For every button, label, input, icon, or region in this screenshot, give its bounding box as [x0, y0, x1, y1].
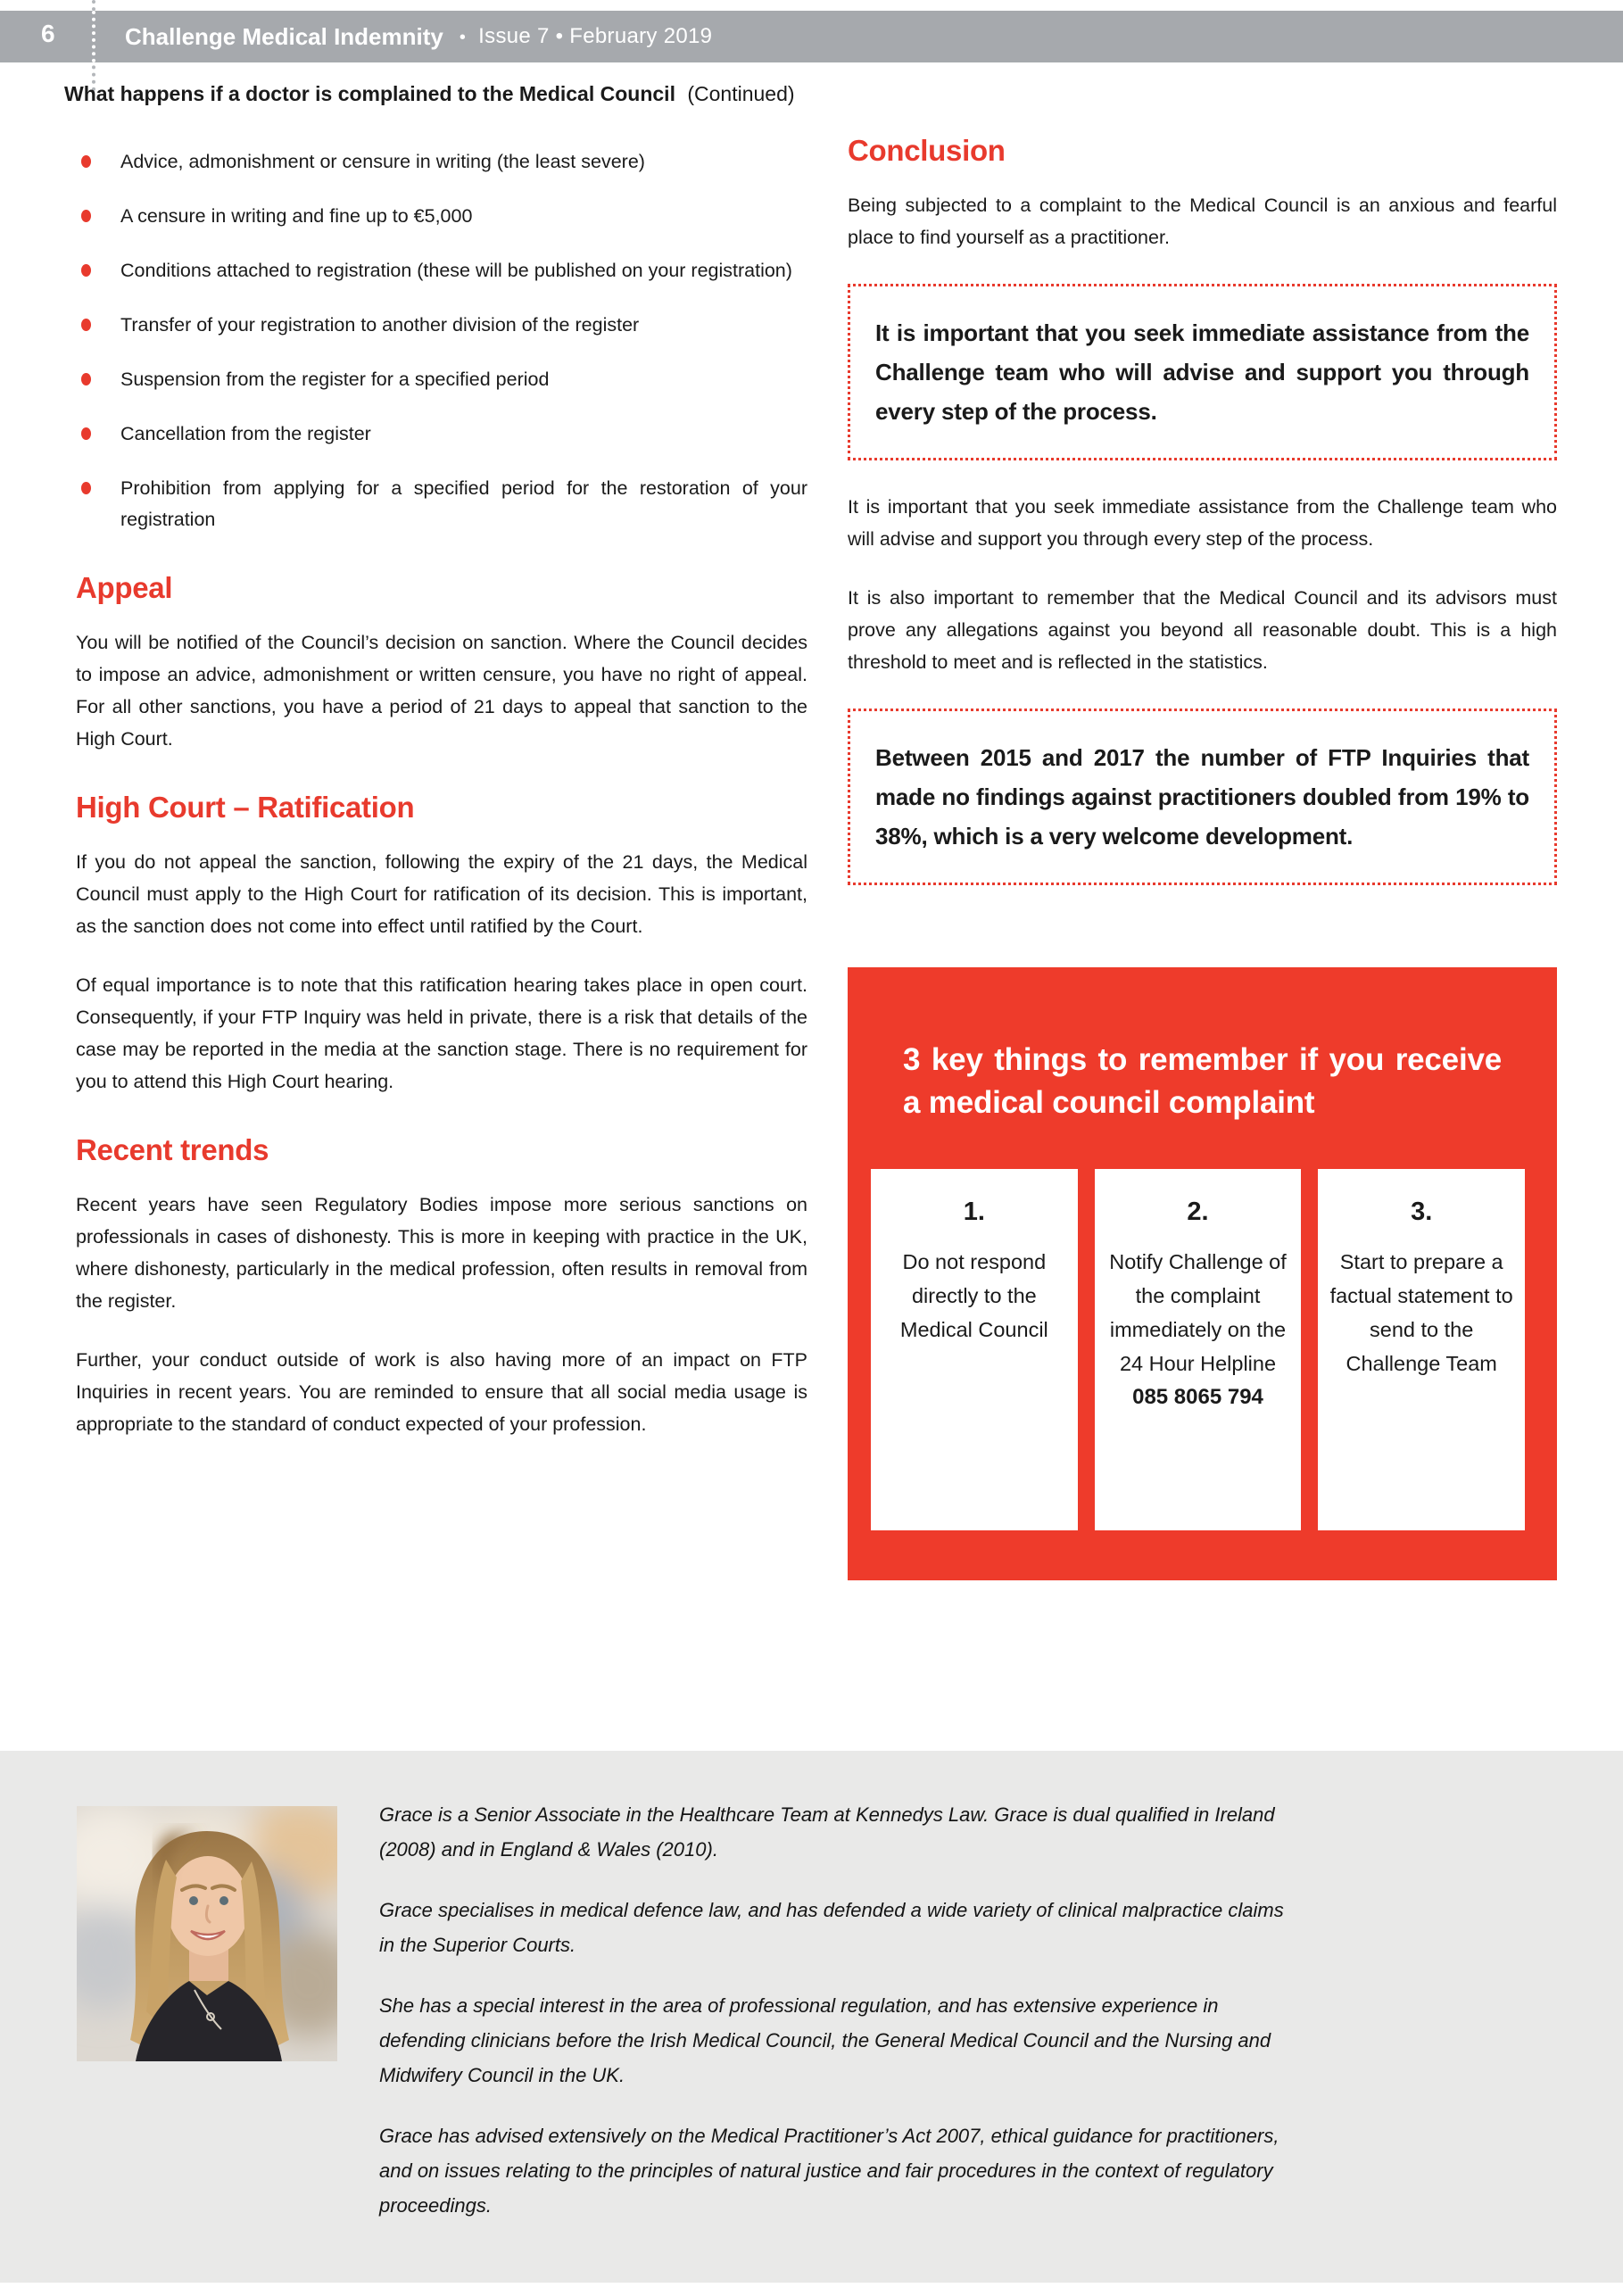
callout-ftp-statistics: Between 2015 and 2017 the number of FTP Inquiries that made no findings against practitioners doubled from 19% to 38%, which is a very welcome development.	[848, 709, 1557, 885]
bio-paragraph: Grace is a Senior Associate in the Healthcare Team at Kennedys Law. Grace is dual qualified in Ireland (2008) and in England & Wales (2010).	[379, 1803, 1275, 1861]
key-things-box	[848, 967, 1557, 1580]
key-card-3	[1318, 1169, 1525, 1530]
bullet-item: Cancellation from the register	[76, 419, 807, 450]
grace-portrait-illustration	[77, 1806, 337, 2061]
bullet-item: Transfer of your registration to another division of the register	[76, 310, 807, 341]
recent-trends-paragraph-1: Recent years have seen Regulatory Bodies impose more serious sanctions on professionals in cases of dishonesty. This is more in keeping with practice in the UK, where dishonesty, particularly in the medical profession, often results in removal from the register.	[76, 1194, 807, 1312]
article-title-text: What happens if a doctor is complained to the Medical Council	[64, 82, 675, 105]
helpline-phone-number: 085 8065 794	[1132, 1385, 1263, 1409]
appeal-paragraph: You will be notified of the Council’s decision on sanction. Where the Council decides to impose an advice, admonishment or written censure, you have no right of appeal. For all other sanctions, you have a period of 21 days to appeal that sanction to the High Court.	[76, 632, 807, 750]
section-heading-recent-trends: Recent trends	[76, 1133, 269, 1166]
high-court-paragraph-1: If you do not appeal the sanction, following the expiry of the 21 days, the Medical Council must apply to the High Court for ratification of its decision. This is important, as the sanction does not come into effect until ratified by the Court.	[76, 851, 807, 937]
section-heading-conclusion: Conclusion	[848, 134, 1006, 167]
article-title-suffix: (Continued)	[687, 82, 795, 105]
sanctions-bullet-list	[76, 146, 807, 535]
author-bio-panel	[0, 1751, 1623, 2283]
left-column	[76, 134, 807, 1467]
page-number: 6	[41, 20, 55, 47]
key-card-3-text: Start to prepare a factual statement to send to the Challenge Team	[1329, 1250, 1513, 1375]
page-header-bar	[0, 11, 1623, 62]
key-card-1	[871, 1169, 1078, 1530]
key-card-3-number: 3.	[1411, 1198, 1433, 1226]
bullet-separator: •	[459, 28, 467, 47]
recent-trends-paragraph-2: Further, your conduct outside of work is also having more of an impact on FTP Inquiries in recent years. You are reminded to ensure that all social media usage is appropriate to the standard of conduct expected of your profession.	[76, 1349, 807, 1435]
callout-immediate-assistance: It is important that you seek immediate assistance from the Challenge team who will advise and support you through every step of the process.	[848, 284, 1557, 460]
issue-label: Issue 7 • February 2019	[478, 24, 713, 48]
article-title	[64, 82, 795, 106]
key-card-2-number: 2.	[1187, 1198, 1209, 1226]
bullet-item: Conditions attached to registration (these will be published on your registration)	[76, 255, 807, 286]
key-things-cards	[848, 1169, 1557, 1530]
key-card-1-text: Do not respond directly to the Medical Council	[899, 1250, 1048, 1341]
conclusion-paragraph-2: It is also important to remember that the Medical Council and its advisors must prove any allegations against you beyond all reasonable doubt. This is a high threshold to meet and is reflected in the statistics.	[848, 587, 1557, 673]
right-column	[848, 134, 1557, 1580]
bullet-item: Advice, admonishment or censure in writing (the least severe)	[76, 146, 807, 178]
high-court-paragraph-2: Of equal importance is to note that this ratification hearing takes place in open court. Consequently, if your FTP Inquiry was held in private, there is a risk that details of the case may be reported in the media at the sanction stage. There is no requirement for you to attend this High Court hearing.	[76, 974, 807, 1092]
bio-paragraph: She has a special interest in the area of professional regulation, and has extensive experience in defending clinicians before the Irish Medical Council, the General Medical Council and the Nursing and Midwifery Council in the UK.	[379, 1994, 1271, 2086]
bio-paragraph: Grace has advised extensively on the Medical Practitioner’s Act 2007, ethical guidance for practitioners, and on issues relating to the principles of natural justice and fair procedures in the context of regulatory proceedings.	[379, 2125, 1279, 2217]
header-dotted-divider	[92, 11, 95, 62]
key-things-heading: 3 key things to remember if you receive a medical council complaint	[903, 1042, 1502, 1120]
bullet-item: Prohibition from applying for a specified period for the restoration of your registration	[76, 473, 807, 535]
key-card-1-number: 1.	[963, 1198, 985, 1226]
bio-paragraph: Grace specialises in medical defence law, and has defended a wide variety of clinical malpractice claims in the Superior Courts.	[379, 1899, 1284, 1956]
bullet-item: A censure in writing and fine up to €5,000	[76, 201, 807, 232]
newsletter-brand: Challenge Medical Indemnity	[125, 22, 443, 50]
bullet-item: Suspension from the register for a specified period	[76, 364, 807, 395]
section-heading-high-court: High Court – Ratification	[76, 791, 415, 824]
author-bio-text	[379, 1797, 1289, 2249]
key-card-2-text: Notify Challenge of the complaint immediately on the 24 Hour Helpline	[1109, 1250, 1287, 1375]
conclusion-intro: Being subjected to a complaint to the Medical Council is an anxious and fearful place to find yourself as a practitioner.	[848, 195, 1557, 248]
section-heading-appeal: Appeal	[76, 571, 173, 604]
issue-info	[460, 24, 712, 49]
grace-portrait-photo	[77, 1806, 337, 2061]
conclusion-paragraph-1: It is important that you seek immediate assistance from the Challenge team who will advise and support you through every step of the process.	[848, 496, 1557, 550]
key-card-2	[1095, 1169, 1302, 1530]
